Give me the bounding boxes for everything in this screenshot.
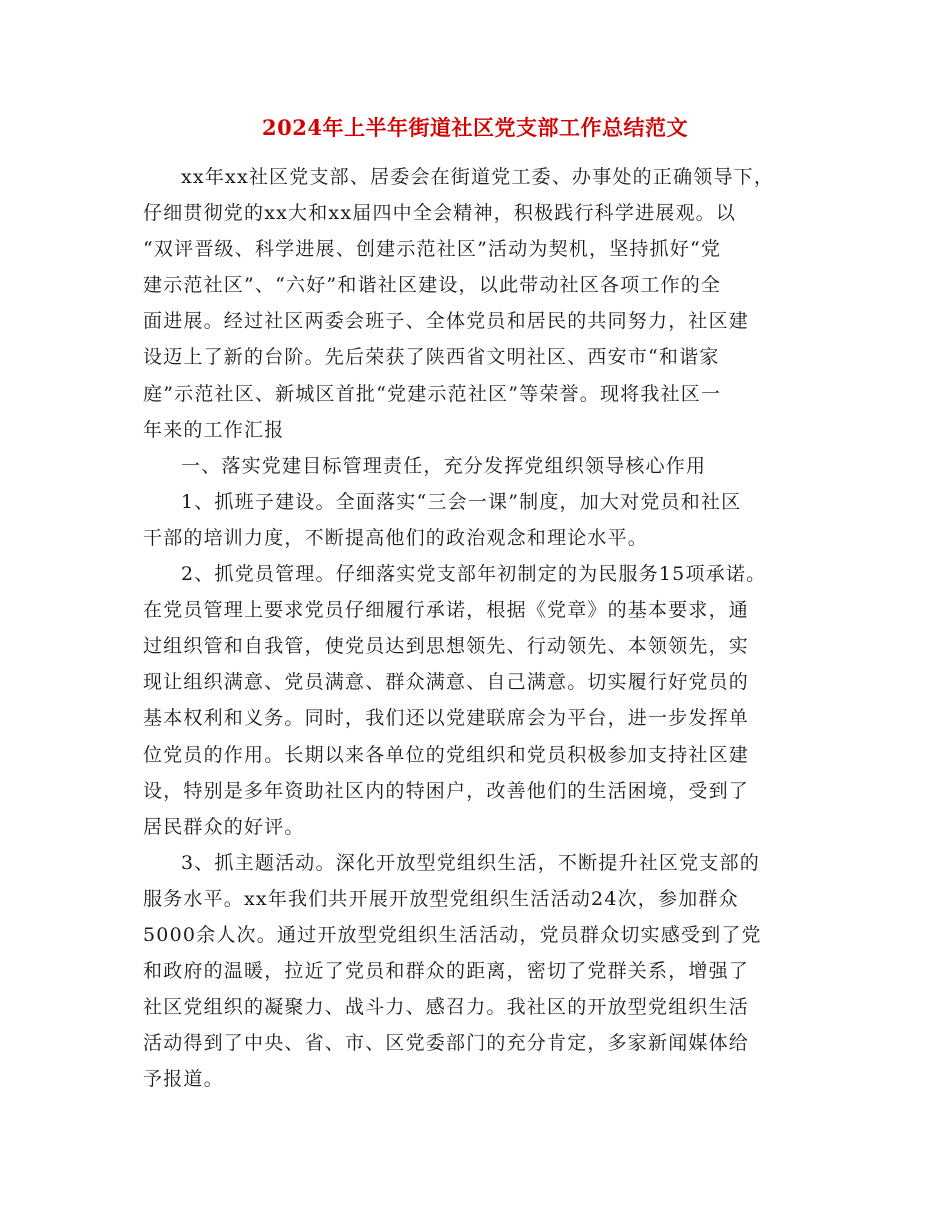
paragraph-line: 5000余人次。通过开放型党组织生活活动，党员群众切实感受到了党	[143, 923, 762, 946]
paragraph-line: 仔细贯彻党的xx大和xx届四中全会精神，积极践行科学进展观。以	[143, 202, 737, 225]
paragraph-line: 设迈上了新的台阶。先后荣获了陕西省文明社区、西安市“和谐家	[143, 346, 720, 369]
paragraph-line: 社区党组织的凝聚力、战斗力、感召力。我社区的开放型党组织生活	[143, 996, 750, 1019]
paragraph-line: 在党员管理上要求党员仔细履行承诺，根据《党章》的基本要求，通	[143, 599, 750, 622]
paragraph-line: 活动得到了中央、省、市、区党委部门的充分肯定，多家新闻媒体给	[143, 1032, 750, 1055]
paragraph-line: 1、抓班子建设。全面落实“三会一课”制度，加大对党员和社区	[181, 490, 742, 513]
paragraph-line: 和政府的温暖，拉近了党员和群众的距离，密切了党群关系，增强了	[143, 960, 750, 983]
document-title: 2024年上半年街道社区党支部工作总结范文	[262, 115, 688, 140]
paragraph-line: “双评晋级、科学进展、创建示范社区”活动为契机，坚持抓好“党	[143, 238, 722, 261]
paragraph-line: 3、抓主题活动。深化开放型党组织生活，不断提升社区党支部的	[181, 851, 760, 874]
paragraph-line: 服务水平。xx年我们共开展开放型党组织生活活动24次，参加群众	[143, 887, 739, 910]
paragraph-line: 予报道。	[143, 1068, 224, 1091]
paragraph-line: 建示范社区”、“六好”和谐社区建设，以此带动社区各项工作的全	[143, 274, 722, 297]
paragraph-line: 2、抓党员管理。仔细落实党支部年初制定的为民服务15项承诺。	[181, 563, 767, 586]
paragraph-line: 过组织管和自我管，使党员达到思想领先、行动领先、本领领先，实	[143, 635, 750, 658]
paragraph-line: 面进展。经过社区两委会班子、全体党员和居民的共同努力，社区建	[143, 310, 750, 333]
paragraph-line: 年来的工作汇报	[143, 418, 285, 441]
paragraph-line: 干部的培训力度，不断提高他们的政治观念和理论水平。	[143, 526, 649, 549]
paragraph-line: xx年xx社区党支部、居委会在街道党工委、办事处的正确领导下，	[181, 166, 775, 188]
document-body	[143, 159, 811, 1097]
paragraph-line: 基本权利和义务。同时，我们还以党建联席会为平台，进一步发挥单	[143, 707, 750, 730]
section-heading: 一、落实党建目标管理责任，充分发挥党组织领导核心作用	[181, 454, 707, 477]
paragraph-line: 现让组织满意、党员满意、群众满意、自己满意。切实履行好党员的	[143, 671, 750, 694]
paragraph-line: 设，特别是多年资助社区内的特困户，改善他们的生活困境，受到了	[143, 779, 750, 802]
paragraph-line: 位党员的作用。长期以来各单位的党组织和党员积极参加支持社区建	[143, 743, 750, 766]
paragraph-line: 居民群众的好评。	[143, 815, 305, 838]
paragraph-line: 庭”示范社区、新城区首批“党建示范社区”等荣誉。现将我社区一	[143, 382, 722, 405]
